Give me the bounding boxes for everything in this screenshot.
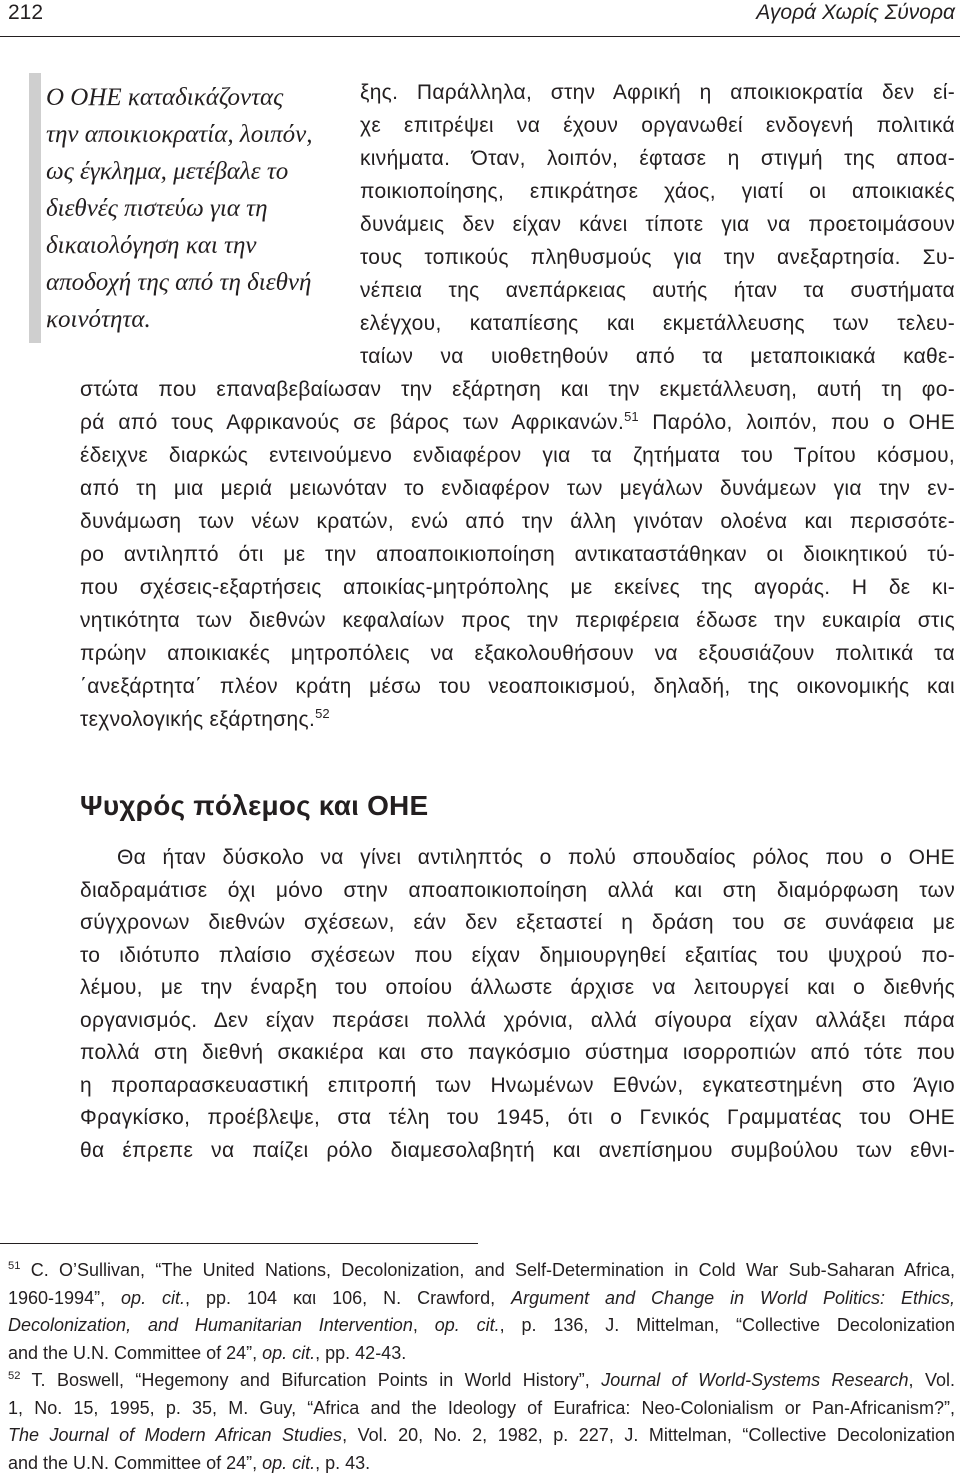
text-line: σύγχρονων διεθνών σχέσεων, εάν δεν εξεταστεί η δράση του σε συνάφεια με: [80, 911, 955, 934]
footnote-line: [8, 1340, 955, 1368]
footnote-text: , Vol.: [908, 1370, 955, 1390]
footnote-text: ,: [412, 1315, 435, 1335]
text-line: νέπεια της ανεπάρκειας αυτής ήταν τα συστήματα: [360, 279, 955, 302]
margin-note-line: δικαιολόγηση και την: [46, 232, 257, 259]
footnote-number: 51: [8, 1260, 21, 1273]
paragraph-1-body: [80, 373, 955, 736]
footnote-italic: op. cit.: [262, 1342, 316, 1363]
margin-note-line: ως έγκλημα, μετέβαλε το: [46, 158, 289, 185]
text-line: από τη μια μεριά μειωνόταν το ενδιαφέρον των μεγάλων δυνάμεων για την εν-: [80, 477, 955, 500]
footnote-italic: op. cit.: [434, 1315, 500, 1335]
margin-note-line: διεθνές πιστεύω για τη: [46, 195, 268, 222]
footnote-line: [8, 1422, 955, 1450]
footnote-text: 1960-1994”,: [8, 1287, 122, 1308]
text-line: δυνάμεις δεν είχαν κάνει τίποτε για να προετοιμάσουν: [360, 213, 955, 236]
footnote-text: , p. 136, J. Mittelman, “Collective Decolonization: [499, 1315, 955, 1335]
text-line: πολλά στη διεθνή σκακιέρα και στο παγκόσμιο σύστημα ισορροπιών από τότε που: [80, 1041, 955, 1064]
footnote-text: , pp. 42-43.: [315, 1342, 407, 1363]
text-line: δυνάμωση των νέων κρατών, ενώ από την άλλη γινόταν ολοένα και περισσότε-: [80, 510, 955, 533]
footnote-number: 52: [8, 1370, 21, 1383]
text-line: που σχέσεις-εξαρτήσεις αποικίας-μητρόπολης με εκείνες της αγοράς. Η δε κι-: [80, 576, 955, 599]
footnote-line: [8, 1285, 955, 1313]
text-line: [80, 406, 955, 439]
text-line: ποικιοποίησης, επικράτησε χάος, γιατί οι αποικιακές: [360, 180, 955, 203]
section-heading: Ψυχρός πόλεμος και ΟΗΕ: [80, 790, 429, 821]
running-title: Αγορά Χωρίς Σύνορα: [756, 1, 955, 24]
footnote-text: T. Boswell, “Hegemony and Bifurcation Points in World History”,: [31, 1370, 602, 1390]
text-line: στώτα που επαναβεβαίωσαν την εξάρτηση και την εκμετάλλευση, αυτή τη φο-: [80, 378, 955, 401]
footnote-line: [8, 1257, 955, 1285]
footnote-text: , pp. 104 και 106, N. Crawford,: [185, 1287, 512, 1308]
footnote-italic: op. cit.: [262, 1452, 316, 1473]
footnote-text: and the U.N. Committee of 24”,: [8, 1342, 263, 1363]
header-rule: [0, 36, 960, 37]
page-number: 212: [8, 1, 44, 24]
footnote-italic: The Journal of Modern African Studies: [8, 1425, 343, 1445]
margin-note-line: κοινότητα.: [46, 306, 151, 333]
text-line: ταίων να υιοθετηθούν από τα μεταποικιακά καθε-: [360, 345, 955, 368]
footnote-text: , Vol. 20, No. 2, 1982, p. 227, J. Mittelman, “Collective Decolonization: [342, 1425, 955, 1445]
text-line: το ιδιότυπο πλαίσιο σχέσεων που είχαν δημιουργηθεί εξαιτίας του ψυχρού πο-: [80, 943, 955, 967]
text-line: έδειχνε διαρκώς εντεινούμενο ενδιαφέρον για τα ζητήματα του Τρίτου κόσμου,: [80, 444, 955, 467]
text-line: τους τοπικούς πληθυσμούς για την ανεξαρτησία. Συ-: [360, 246, 955, 269]
footnotes: [8, 1257, 955, 1477]
text-line: ΄ανεξάρτητα΄ πλέον κράτη μέσω του νεοαποικισμού, δηλαδή, της οικονομικής και: [80, 675, 955, 698]
text-line: θα έπρεπε να παίζει ρόλο διαμεσολαβητή και ανεπίσημου συμβούλου των εθνι-: [80, 1138, 955, 1162]
footnote-italic: op. cit.: [121, 1287, 186, 1308]
footnote-ref-51: 51: [624, 408, 639, 424]
text-line: ρο αντιληπτό ότι με την αποαποικιοποίηση αντικαταστάθηκαν οι διοικητικού τύ-: [80, 543, 955, 566]
footnote-line: [8, 1367, 955, 1395]
footnote-italic: Journal of World-Systems Research: [601, 1370, 909, 1390]
text-line: διαδραμάτισε όχι μόνο στην αποαποικιοποίηση αλλά και στη διαμόρφωση των: [80, 878, 955, 902]
text-line: ξης. Παράλληλα, στην Αφρική η αποικιοκρατία δεν εί-: [360, 81, 955, 104]
footnote-text: and the U.N. Committee of 24”,: [8, 1452, 263, 1473]
paragraph-1-column: [360, 76, 955, 373]
text-line: Θα ήταν δύσκολο να γίνει αντιληπτός ο πολύ σπουδαίος ρόλος που ο ΟΗΕ: [117, 846, 955, 869]
footnote-text: 1, No. 15, 1995, p. 35, M. Guy, “Africa and the Ideology of Eurafrica: Neo-Colonialism or Pan-Africanism?”,: [8, 1397, 955, 1418]
footnote-text: C. O’Sullivan, “The United Nations, Decolonization, and Self-Determination in Cold War Sub-Saharan Africa,: [30, 1260, 955, 1280]
footnote-italic: Argument and Change in World Politics: Ethics,: [511, 1287, 955, 1308]
margin-note-bar: [29, 73, 41, 343]
footnote-line: [8, 1450, 955, 1478]
text-line: πρώην αποικιακές μητροπόλεις να εξακολουθήσουν να εξουσιάζουν πολιτικά τα: [80, 642, 955, 665]
text-segment: Παρόλο, λοιπόν, που ο ΟΗΕ: [652, 411, 956, 434]
footnote-ref-52: 52: [315, 705, 330, 721]
text-line: κινήματα. Όταν, λοιπόν, έφτασε η στιγμή της αποα-: [360, 147, 955, 170]
text-line: χε επιτρέψει να έχουν οργανωθεί ενδογενή πολιτικά: [360, 114, 955, 137]
footnote-line: [8, 1395, 955, 1423]
margin-note-line: Ο ΟΗΕ καταδικάζοντας: [46, 84, 284, 111]
footnote-italic: Decolonization, and Humanitarian Intervention: [8, 1315, 413, 1335]
footnote-text: , p. 43.: [315, 1452, 371, 1473]
text-segment: τεχνολογικής εξάρτησης.: [80, 708, 316, 731]
footnote-separator: [0, 1243, 478, 1244]
text-line: ελέγχου, καταπίεσης και εκμετάλλευσης των τελευ-: [360, 312, 955, 335]
text-line: η προπαρασκευαστική επιτροπή των Ηνωμένων Εθνών, εγκατεστημένη στο Άγιο: [80, 1073, 955, 1097]
margin-note: [46, 79, 351, 338]
text-line: λέμου, με την έναρξη του οποίου άλλωστε άρχισε να λειτουργεί και ο διεθνής: [80, 976, 955, 999]
text-line: [80, 703, 955, 736]
margin-note-line: την αποικιοκρατία, λοιπόν,: [46, 121, 313, 148]
footnote-line: [8, 1312, 955, 1340]
text-line: οργανισμός. Δεν είχαν περάσει πολλά χρόνια, αλλά σίγουρα είχαν αλλάξει πάρα: [80, 1008, 955, 1032]
paragraph-2: [80, 842, 955, 1167]
text-segment: ρά από τους Αφρικανούς σε βάρος των Αφρικανών.: [80, 411, 625, 434]
text-line: νητικότητα των διεθνών κεφαλαίων προς την περιφέρεια έδωσε την ευκαιρία στις: [80, 609, 955, 632]
margin-note-line: αποδοχή της από τη διεθνή: [46, 269, 312, 296]
text-line: Φραγκίσκο, προέβλεψε, στα τέλη του 1945, ότι ο Γενικός Γραμματέας του ΟΗΕ: [80, 1106, 955, 1129]
